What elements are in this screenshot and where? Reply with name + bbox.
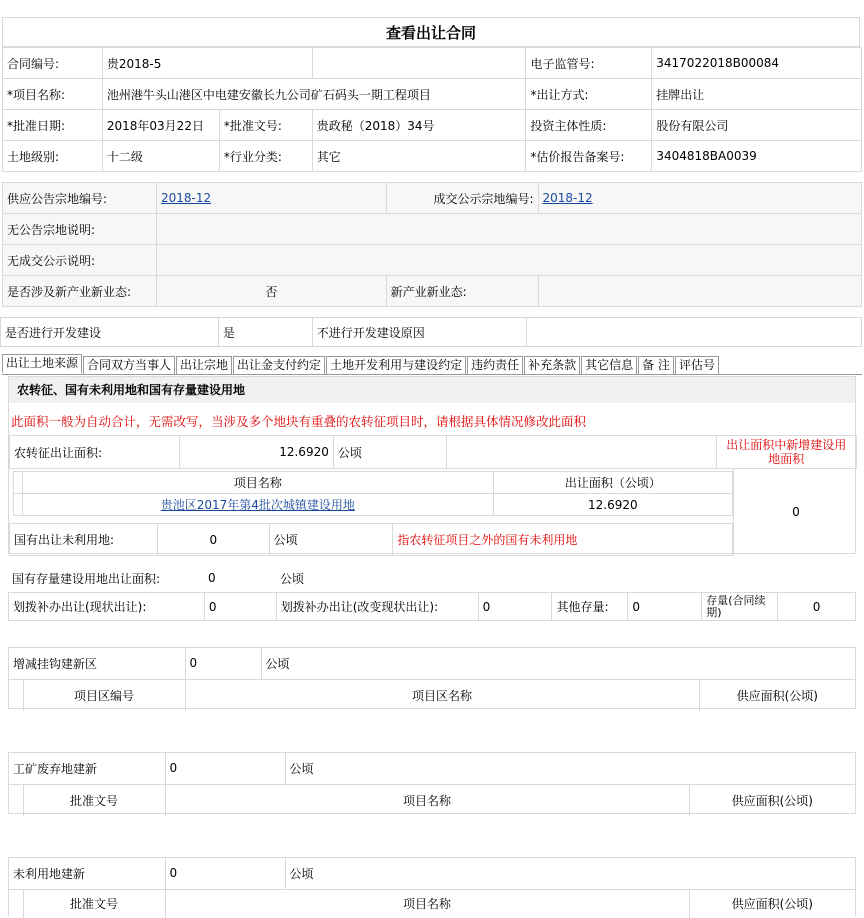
other-stock-label: 其他存量: xyxy=(552,593,628,621)
contract-info-table-2 xyxy=(2,109,862,172)
empty-cell xyxy=(312,48,526,79)
tab-breach[interactable]: 违约责任 xyxy=(467,356,523,374)
tab-payment[interactable]: 出让金支付约定 xyxy=(233,356,325,374)
alloc-table xyxy=(8,592,856,621)
unused-new-unit: 公顷 xyxy=(285,858,855,889)
hook-unit: 公顷 xyxy=(261,648,855,679)
no-supply-value xyxy=(156,214,861,245)
hook-label: 增减挂钩建新区 xyxy=(9,648,185,679)
hook-section xyxy=(8,647,856,709)
hook-value: 0 xyxy=(185,648,261,679)
unused-unit: 公顷 xyxy=(269,524,393,556)
contract-no-value: 贵2018-5 xyxy=(102,48,312,79)
no-deal-label: 无成交公示说明: xyxy=(3,245,157,276)
col-project-name: 项目名称 xyxy=(23,472,494,494)
no-deal-value xyxy=(156,245,861,276)
spacer xyxy=(14,494,23,516)
unused-new-label: 未利用地建新 xyxy=(9,858,165,889)
tab-bar xyxy=(2,356,862,375)
newbiz-label: 是否涉及新产业新业态: xyxy=(3,276,157,307)
alloc2-label: 划拨补办出让(改变现状出让): xyxy=(276,593,478,621)
empty-cell xyxy=(447,436,717,469)
mine-unit: 公顷 xyxy=(285,753,855,784)
industry-label: *行业分类: xyxy=(219,141,312,172)
project-table xyxy=(13,471,733,516)
stock-value: 0 xyxy=(208,571,216,585)
investor-type-label: 投资主体性质: xyxy=(526,110,652,141)
alloc2-value: 0 xyxy=(478,593,552,621)
hook-col2: 项目区名称 xyxy=(185,680,699,711)
new-area-value: 0 xyxy=(733,469,858,555)
other-stock-value: 0 xyxy=(628,593,702,621)
approve-date-label: *批准日期: xyxy=(3,110,103,141)
supervision-no-value: 3417022018B00084 xyxy=(652,48,862,79)
renew-value: 0 xyxy=(778,593,856,621)
supervision-no-label: 电子监管号: xyxy=(526,48,652,79)
project-area: 12.6920 xyxy=(493,494,732,516)
mine-col3: 供应面积(公顷) xyxy=(689,785,855,816)
page-title: 查看出让合同 xyxy=(2,17,860,47)
unused-new-col2: 项目名称 xyxy=(165,890,689,918)
notice-table xyxy=(2,182,862,307)
new-area-label: 出让面积中新增建设用地面积 xyxy=(716,436,856,469)
approve-docno-label: *批准文号: xyxy=(219,110,312,141)
unused-label: 国有出让未利用地: xyxy=(10,524,158,556)
farm-area-value: 12.6920 xyxy=(179,436,333,469)
unused-new-col3: 供应面积(公顷) xyxy=(689,890,855,918)
unused-new-value: 0 xyxy=(165,858,285,889)
report-no-value: 3404818BA0039 xyxy=(652,141,862,172)
project-link[interactable]: 贵池区2017年第4批次城镇建设用地 xyxy=(160,498,355,512)
tab-remarks[interactable]: 备 注 xyxy=(638,356,674,374)
no-supply-label: 无公告宗地说明: xyxy=(3,214,157,245)
mine-col2: 项目名称 xyxy=(165,785,689,816)
investor-type-value: 股份有限公司 xyxy=(652,110,862,141)
table-row xyxy=(14,494,733,516)
mine-label: 工矿废弃地建新 xyxy=(9,753,165,784)
dev-table xyxy=(0,317,862,347)
unused-new-section xyxy=(8,857,856,916)
stock-unit: 公顷 xyxy=(280,571,305,586)
deal-notice-link[interactable]: 2018-12 xyxy=(542,191,593,205)
land-level-label: 土地级别: xyxy=(3,141,103,172)
mine-value: 0 xyxy=(165,753,285,784)
industry-value: 其它 xyxy=(312,141,526,172)
area-warning: 此面积一般为自动合计，无需改写，当涉及多个地块有重叠的农转征项目时，请根据具体情况修改此面积 xyxy=(11,414,587,429)
unused-note: 指农转征项目之外的国有未利用地 xyxy=(393,524,733,556)
tab-land-source[interactable]: 出让土地来源 xyxy=(2,354,82,374)
hook-col3: 供应面积(公顷) xyxy=(699,680,855,711)
stock-label: 国有存量建设用地出让面积: xyxy=(12,571,161,586)
land-level-value: 十二级 xyxy=(102,141,219,172)
newbiz2-value xyxy=(538,276,861,307)
tab-valuation[interactable]: 评估号 xyxy=(675,356,719,374)
project-name-label: *项目名称: xyxy=(3,79,103,110)
dev-value: 是 xyxy=(218,318,312,347)
farm-area-unit: 公顷 xyxy=(333,436,446,469)
approve-date-value: 2018年03月22日 xyxy=(102,110,219,141)
tab-parcel[interactable]: 出让宗地 xyxy=(176,356,232,374)
spacer xyxy=(14,472,23,494)
farm-area-table xyxy=(9,435,857,469)
farm-area-label: 农转征出让面积: xyxy=(10,436,180,469)
hook-col1: 项目区编号 xyxy=(23,680,185,711)
report-no-label: *估价报告备案号: xyxy=(526,141,652,172)
unused-new-col1: 批准文号 xyxy=(23,890,165,918)
contract-no-label: 合同编号: xyxy=(3,48,103,79)
supply-notice-label: 供应公告宗地编号: xyxy=(3,183,157,214)
contract-info-table xyxy=(2,47,862,110)
unused-table xyxy=(9,523,733,556)
stock-table xyxy=(8,566,856,590)
approve-docno-value: 贵政秘（2018）34号 xyxy=(312,110,526,141)
tab-development[interactable]: 土地开发利用与建设约定 xyxy=(326,356,466,374)
dev-label: 是否进行开发建设 xyxy=(1,318,219,347)
col-transfer-area: 出让面积（公顷） xyxy=(493,472,732,494)
supply-notice-link[interactable]: 2018-12 xyxy=(160,191,212,205)
alloc1-value: 0 xyxy=(204,593,276,621)
no-dev-reason-label: 不进行开发建设原因 xyxy=(312,318,526,347)
transfer-method-label: *出让方式: xyxy=(526,79,652,110)
tab-supplement[interactable]: 补充条款 xyxy=(524,356,580,374)
no-dev-reason-value xyxy=(526,318,861,347)
renew-label: 存量(合同续期) xyxy=(702,593,778,621)
transfer-method-value: 挂牌出让 xyxy=(652,79,862,110)
tab-other-info[interactable]: 其它信息 xyxy=(581,356,637,374)
newbiz-value: 否 xyxy=(156,276,386,307)
mine-col1: 批准文号 xyxy=(23,785,165,816)
unused-value: 0 xyxy=(157,524,269,556)
alloc1-label: 划拨补办出让(现状出让): xyxy=(9,593,205,621)
deal-notice-label: 成交公示宗地编号: xyxy=(386,183,538,214)
tab-parties[interactable]: 合同双方当事人 xyxy=(83,356,175,374)
farm-section xyxy=(8,376,856,554)
newbiz2-label: 新产业新业态: xyxy=(386,276,538,307)
mine-section xyxy=(8,752,856,814)
section-title: 农转征、国有未利用地和国有存量建设用地 xyxy=(9,377,855,403)
project-name-value: 池州港牛头山港区中电建安徽长九公司矿石码头一期工程项目 xyxy=(102,79,526,110)
